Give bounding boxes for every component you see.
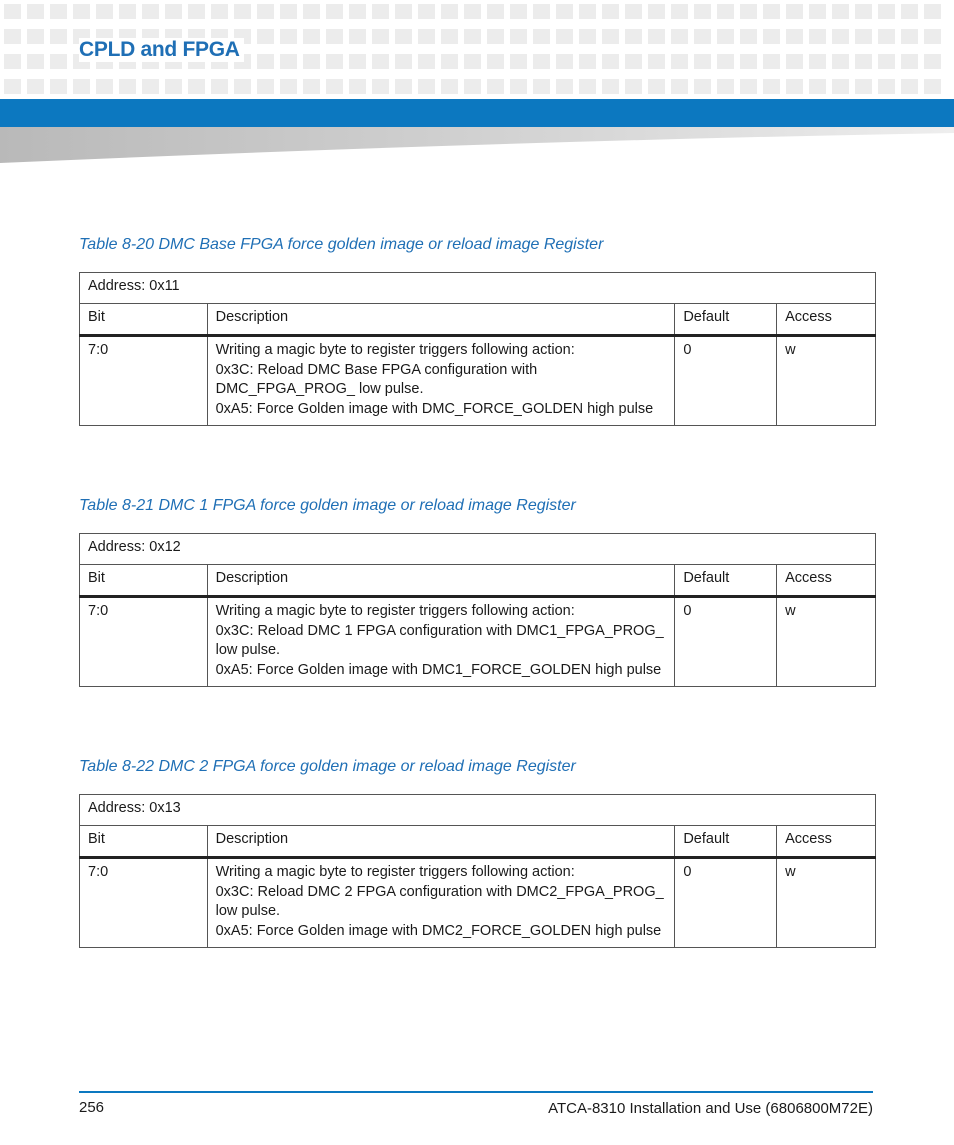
- pattern-tile: [901, 29, 918, 44]
- pattern-tile: [418, 54, 435, 69]
- pattern-tile: [602, 79, 619, 94]
- pattern-tile: [119, 79, 136, 94]
- address-row: [80, 534, 876, 565]
- pattern-tile: [763, 54, 780, 69]
- access-cell: w: [777, 336, 876, 426]
- pattern-tile: [280, 4, 297, 19]
- description-cell: [207, 336, 675, 426]
- pattern-tile: [694, 54, 711, 69]
- table-caption: Table 8-20 DMC Base FPGA force golden image or reload image Register: [79, 236, 604, 253]
- pattern-tile: [901, 79, 918, 94]
- pattern-tile: [533, 29, 550, 44]
- pattern-tile: [809, 54, 826, 69]
- pattern-tile: [349, 4, 366, 19]
- pattern-tile: [809, 4, 826, 19]
- pattern-tile: [418, 79, 435, 94]
- description-line: DMC_FPGA_PROG_ low pulse.: [215, 381, 424, 397]
- pattern-tile: [832, 4, 849, 19]
- table-caption: Table 8-21 DMC 1 FPGA force golden image or reload image Register: [79, 497, 576, 514]
- pattern-tile: [372, 29, 389, 44]
- column-header-access: Access: [777, 304, 876, 336]
- pattern-tile: [533, 4, 550, 19]
- pattern-tile: [832, 54, 849, 69]
- pattern-tile: [142, 79, 159, 94]
- description-line: Writing a magic byte to register triggers following action:: [215, 603, 575, 619]
- pattern-tile: [786, 79, 803, 94]
- pattern-tile: [303, 4, 320, 19]
- description-line: low pulse.: [215, 642, 281, 658]
- pattern-tile: [625, 29, 642, 44]
- pattern-tile: [441, 79, 458, 94]
- pattern-tile: [579, 4, 596, 19]
- default-cell: 0: [675, 597, 777, 687]
- pattern-tile: [142, 4, 159, 19]
- pattern-tile: [855, 29, 872, 44]
- pattern-tile: [533, 79, 550, 94]
- pattern-tile: [418, 29, 435, 44]
- pattern-tile: [372, 79, 389, 94]
- pattern-tile: [372, 54, 389, 69]
- pattern-tile: [257, 4, 274, 19]
- description-line: 0x3C: Reload DMC 1 FPGA configuration with DMC1_FPGA_PROG_: [215, 622, 664, 639]
- pattern-tile: [280, 54, 297, 69]
- pattern-tile: [694, 4, 711, 19]
- pattern-tile: [579, 79, 596, 94]
- pattern-tile: [234, 4, 251, 19]
- pattern-tile: [694, 29, 711, 44]
- pattern-tile: [4, 29, 21, 44]
- pattern-tile: [27, 4, 44, 19]
- pattern-tile: [441, 29, 458, 44]
- table-row: [80, 597, 876, 687]
- pattern-tile: [280, 29, 297, 44]
- address-cell: Address: 0x13: [80, 795, 876, 826]
- pattern-tile: [648, 29, 665, 44]
- pattern-tile: [924, 79, 941, 94]
- description-line: Writing a magic byte to register triggers following action:: [215, 864, 575, 880]
- pattern-tile: [625, 4, 642, 19]
- pattern-tile: [602, 54, 619, 69]
- address-row: [80, 795, 876, 826]
- pattern-tile: [326, 29, 343, 44]
- register-table: [79, 272, 876, 426]
- pattern-tile: [671, 79, 688, 94]
- pattern-tile: [717, 79, 734, 94]
- pattern-tile: [303, 79, 320, 94]
- bit-cell: 7:0: [80, 597, 208, 687]
- pattern-tile: [188, 79, 205, 94]
- pattern-tile: [625, 54, 642, 69]
- address-row: [80, 273, 876, 304]
- pattern-tile: [303, 29, 320, 44]
- pattern-tile: [878, 54, 895, 69]
- pattern-tile: [878, 79, 895, 94]
- pattern-tile: [832, 29, 849, 44]
- description-line: 0x3C: Reload DMC 2 FPGA configuration with DMC2_FPGA_PROG_: [215, 883, 664, 900]
- pattern-tile: [878, 4, 895, 19]
- pattern-tile: [395, 29, 412, 44]
- description-line: 0xA5: Force Golden image with DMC2_FORCE_GOLDEN high pulse: [215, 922, 662, 939]
- description-line: 0xA5: Force Golden image with DMC1_FORCE_GOLDEN high pulse: [215, 661, 662, 678]
- footer-rule: [79, 1091, 873, 1093]
- pattern-tile: [418, 4, 435, 19]
- pattern-tile: [464, 29, 481, 44]
- pattern-tile: [441, 54, 458, 69]
- pattern-tile: [50, 4, 67, 19]
- description-cell: [207, 858, 675, 948]
- page-number: 256: [79, 1099, 105, 1116]
- column-header-bit: Bit: [80, 565, 208, 597]
- pattern-tile: [487, 4, 504, 19]
- description-line: Writing a magic byte to register triggers following action:: [215, 342, 575, 358]
- pattern-tile: [257, 29, 274, 44]
- pattern-tile: [924, 4, 941, 19]
- pattern-tile: [648, 79, 665, 94]
- pattern-tile: [648, 54, 665, 69]
- pattern-tile: [211, 79, 228, 94]
- pattern-tile: [717, 54, 734, 69]
- pattern-tile: [326, 54, 343, 69]
- pattern-tile: [878, 29, 895, 44]
- pattern-tile: [786, 4, 803, 19]
- pattern-tile: [303, 54, 320, 69]
- header-gray-swoosh: [0, 127, 954, 165]
- pattern-tile: [234, 79, 251, 94]
- default-cell: 0: [675, 336, 777, 426]
- header-blue-bar: [0, 99, 954, 127]
- section-title: CPLD and FPGA: [79, 38, 244, 62]
- table-row: [80, 336, 876, 426]
- pattern-tile: [855, 4, 872, 19]
- column-header-default: Default: [675, 304, 777, 336]
- document-title: ATCA-8310 Installation and Use (6806800M72E): [548, 1100, 873, 1117]
- pattern-tile: [50, 29, 67, 44]
- pattern-tile: [763, 29, 780, 44]
- pattern-tile: [73, 4, 90, 19]
- pattern-tile: [165, 79, 182, 94]
- pattern-tile: [50, 79, 67, 94]
- pattern-tile: [556, 54, 573, 69]
- pattern-tile: [809, 29, 826, 44]
- pattern-tile: [671, 29, 688, 44]
- table-caption: Table 8-22 DMC 2 FPGA force golden image or reload image Register: [79, 758, 576, 775]
- pattern-tile: [740, 29, 757, 44]
- pattern-tile: [96, 4, 113, 19]
- description-line: 0xA5: Force Golden image with DMC_FORCE_GOLDEN high pulse: [215, 400, 654, 417]
- pattern-tile: [671, 54, 688, 69]
- pattern-tile: [648, 4, 665, 19]
- column-header-description: Description: [207, 304, 675, 336]
- column-header-access: Access: [777, 565, 876, 597]
- pattern-tile: [395, 54, 412, 69]
- register-table: [79, 533, 876, 687]
- pattern-tile: [786, 54, 803, 69]
- header-row: [80, 304, 876, 336]
- description-line: low pulse.: [215, 903, 281, 919]
- pattern-tile: [487, 29, 504, 44]
- table-row: [80, 858, 876, 948]
- pattern-tile: [487, 79, 504, 94]
- pattern-tile: [510, 29, 527, 44]
- pattern-tile: [326, 4, 343, 19]
- pattern-tile: [510, 54, 527, 69]
- pattern-tile: [280, 79, 297, 94]
- pattern-tile: [740, 79, 757, 94]
- pattern-tile: [211, 4, 228, 19]
- pattern-tile: [809, 79, 826, 94]
- pattern-tile: [441, 4, 458, 19]
- pattern-tile: [372, 4, 389, 19]
- pattern-tile: [556, 79, 573, 94]
- pattern-tile: [4, 79, 21, 94]
- pattern-tile: [579, 54, 596, 69]
- column-header-default: Default: [675, 565, 777, 597]
- pattern-tile: [533, 54, 550, 69]
- pattern-tile: [625, 79, 642, 94]
- pattern-tile: [740, 4, 757, 19]
- bit-cell: 7:0: [80, 858, 208, 948]
- pattern-tile: [73, 79, 90, 94]
- address-cell: Address: 0x11: [80, 273, 876, 304]
- access-cell: w: [777, 597, 876, 687]
- pattern-tile: [717, 4, 734, 19]
- pattern-tile: [349, 54, 366, 69]
- pattern-tile: [165, 4, 182, 19]
- pattern-tile: [464, 54, 481, 69]
- pattern-tile: [855, 54, 872, 69]
- pattern-tile: [50, 54, 67, 69]
- pattern-tile: [694, 79, 711, 94]
- pattern-tile: [510, 79, 527, 94]
- pattern-tile: [119, 4, 136, 19]
- pattern-tile: [602, 29, 619, 44]
- pattern-tile: [27, 79, 44, 94]
- pattern-tile: [740, 54, 757, 69]
- pattern-tile: [349, 29, 366, 44]
- pattern-tile: [556, 4, 573, 19]
- pattern-tile: [510, 4, 527, 19]
- pattern-tile: [326, 79, 343, 94]
- pattern-tile: [763, 4, 780, 19]
- pattern-tile: [924, 29, 941, 44]
- register-table: [79, 794, 876, 948]
- column-header-bit: Bit: [80, 304, 208, 336]
- pattern-tile: [395, 79, 412, 94]
- pattern-tile: [556, 29, 573, 44]
- description-cell: [207, 597, 675, 687]
- pattern-tile: [671, 4, 688, 19]
- pattern-tile: [717, 29, 734, 44]
- pattern-tile: [786, 29, 803, 44]
- pattern-tile: [602, 4, 619, 19]
- description-line: 0x3C: Reload DMC Base FPGA configuration with: [215, 361, 538, 378]
- access-cell: w: [777, 858, 876, 948]
- column-header-access: Access: [777, 826, 876, 858]
- pattern-tile: [257, 79, 274, 94]
- bit-cell: 7:0: [80, 336, 208, 426]
- pattern-tile: [579, 29, 596, 44]
- address-cell: Address: 0x12: [80, 534, 876, 565]
- default-cell: 0: [675, 858, 777, 948]
- pattern-tile: [395, 4, 412, 19]
- pattern-tile: [763, 79, 780, 94]
- pattern-tile: [832, 79, 849, 94]
- pattern-tile: [464, 4, 481, 19]
- column-header-description: Description: [207, 826, 675, 858]
- pattern-tile: [349, 79, 366, 94]
- column-header-default: Default: [675, 826, 777, 858]
- pattern-tile: [257, 54, 274, 69]
- pattern-tile: [4, 4, 21, 19]
- column-header-description: Description: [207, 565, 675, 597]
- header-row: [80, 565, 876, 597]
- column-header-bit: Bit: [80, 826, 208, 858]
- pattern-tile: [27, 29, 44, 44]
- pattern-tile: [464, 79, 481, 94]
- pattern-tile: [901, 4, 918, 19]
- pattern-tile: [27, 54, 44, 69]
- pattern-tile: [924, 54, 941, 69]
- pattern-tile: [188, 4, 205, 19]
- header-row: [80, 826, 876, 858]
- pattern-tile: [487, 54, 504, 69]
- pattern-tile: [96, 79, 113, 94]
- pattern-tile: [855, 79, 872, 94]
- pattern-tile: [901, 54, 918, 69]
- pattern-tile: [4, 54, 21, 69]
